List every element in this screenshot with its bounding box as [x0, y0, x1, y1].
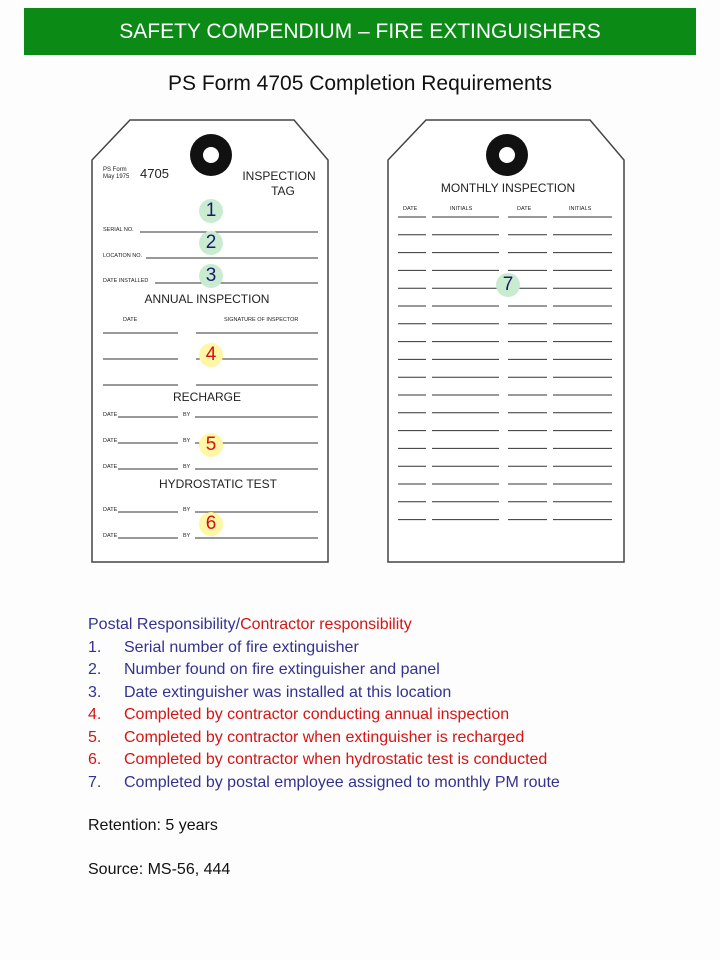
legend-item [88, 749, 688, 772]
recharge-date-label: DATE [103, 412, 118, 418]
marker-7: 7 [496, 273, 520, 297]
marker-5: 5 [199, 433, 223, 457]
hydro-title: HYDROSTATIC TEST [158, 477, 278, 491]
legend-item-text: Number found on fire extinguisher and panel [124, 661, 440, 678]
legend-item-number: 4. [88, 706, 102, 723]
recharge-by-label: BY [183, 464, 191, 470]
legend-list [88, 637, 688, 795]
legend-heading-postal: Postal Responsibility/ [88, 616, 241, 633]
monthly-title: MONTHLY INSPECTION [440, 181, 576, 195]
tags-svg [0, 110, 720, 580]
legend-item-number: 2. [88, 661, 102, 678]
legend-item-number: 6. [88, 751, 102, 768]
legend-heading [88, 614, 688, 637]
legend-item [88, 637, 688, 660]
legend-item [88, 727, 688, 750]
legend-item [88, 772, 688, 795]
form-date: May 1975 [103, 174, 130, 180]
annual-title: ANNUAL INSPECTION [144, 292, 270, 306]
recharge-date-label: DATE [103, 464, 118, 470]
source-note: Source: MS-56, 444 [88, 861, 231, 878]
legend-heading-contract: Contractor responsibility [240, 616, 412, 633]
legend-item-number: 5. [88, 728, 102, 746]
legend-item-text: Completed by contractor when hydrostatic test is conducted [124, 751, 548, 768]
monthly-col-initials: INITIALS [569, 206, 592, 212]
tag-title-line2: TAG [271, 184, 295, 198]
legend-item-text: Serial number of fire extinguisher [124, 638, 359, 656]
monthly-col-date: DATE [403, 206, 418, 212]
form-label: PS Form [103, 167, 127, 173]
serial-label: SERIAL NO. [103, 227, 134, 233]
hydro-by-label: BY [183, 533, 191, 539]
inspection-tag-left [92, 120, 328, 562]
marker-1: 1 [199, 199, 223, 223]
annual-signature-col: SIGNATURE OF INSPECTOR [224, 317, 299, 323]
date-installed-label: DATE INSTALLED [103, 278, 149, 284]
tag-title-line1: INSPECTION [242, 169, 316, 183]
legend-item-text: Completed by contractor conducting annual inspection [124, 706, 510, 723]
marker-3: 3 [199, 264, 223, 288]
inspection-tag-right [388, 120, 624, 562]
legend-item-number: 1. [88, 638, 102, 656]
recharge-by-label: BY [183, 438, 191, 444]
recharge-title: RECHARGE [172, 390, 242, 404]
tag-hole [499, 147, 515, 163]
legend-item-text: Date extinguisher was installed at this location [124, 683, 452, 701]
hydro-date-label: DATE [103, 533, 118, 539]
legend-item [88, 682, 688, 705]
annual-date-col: DATE [123, 317, 138, 323]
marker-4: 4 [199, 343, 223, 367]
tag-hole [203, 147, 219, 163]
marker-2: 2 [199, 231, 223, 255]
title-banner: SAFETY COMPENDIUM – FIRE EXTINGUISHERS [24, 8, 696, 55]
legend-item-text: Completed by postal employee assigned to monthly PM route [124, 773, 560, 791]
marker-6: 6 [199, 512, 223, 536]
page-subtitle: PS Form 4705 Completion Requirements [167, 72, 552, 95]
monthly-col-date: DATE [517, 206, 532, 212]
location-label: LOCATION NO. [103, 253, 143, 259]
legend-item [88, 659, 688, 682]
form-number: 4705 [140, 166, 169, 181]
legend-item-text: Completed by contractor when extinguisher is recharged [124, 728, 525, 746]
legend-item-number: 7. [88, 773, 102, 791]
legend-item-number: 3. [88, 683, 102, 701]
legend-item [88, 704, 688, 727]
tag-illustrations [0, 110, 720, 580]
hydro-by-label: BY [183, 507, 191, 513]
recharge-by-label: BY [183, 412, 191, 418]
hydro-date-label: DATE [103, 507, 118, 513]
monthly-col-initials: INITIALS [450, 206, 473, 212]
recharge-date-label: DATE [103, 438, 118, 444]
retention-note: Retention: 5 years [88, 817, 218, 834]
legend [88, 614, 688, 794]
